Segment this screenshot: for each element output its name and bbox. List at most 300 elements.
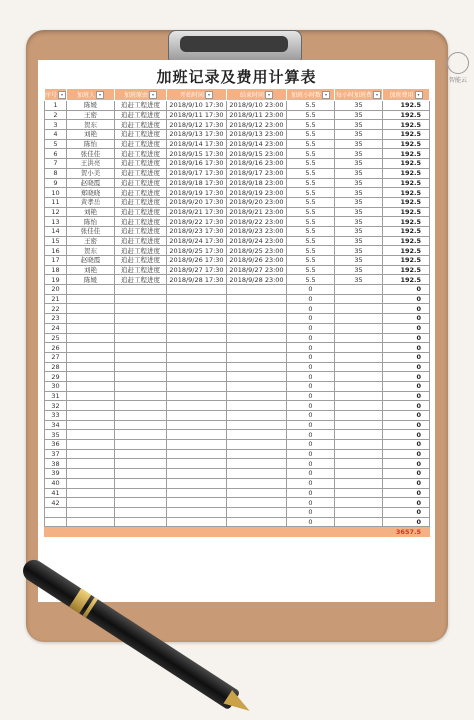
table-cell[interactable]: 2018/9/16 23:00 [227,159,287,169]
table-cell[interactable]: 5.5 [287,188,335,198]
table-cell[interactable] [335,507,383,517]
table-cell[interactable]: 陈媛 [67,101,115,111]
table-cell[interactable]: 5.5 [287,110,335,120]
table-cell[interactable] [167,411,227,421]
table-cell[interactable]: 5.5 [287,236,335,246]
table-cell[interactable]: 192.5 [383,265,430,275]
table-cell[interactable]: 27 [45,352,67,362]
table-cell[interactable]: 2018/9/20 23:00 [227,197,287,207]
table-cell[interactable] [67,488,115,498]
table-cell[interactable]: 2018/9/10 17:30 [167,101,227,111]
table-cell[interactable] [67,440,115,450]
table-cell[interactable]: 王密 [67,110,115,120]
table-cell[interactable]: 37 [45,449,67,459]
table-cell[interactable] [167,352,227,362]
table-cell[interactable] [227,440,287,450]
table-cell[interactable] [335,285,383,295]
table-cell[interactable]: 13 [45,217,67,227]
table-cell[interactable] [67,517,115,527]
table-cell[interactable]: 0 [383,391,430,401]
table-cell[interactable] [335,459,383,469]
table-cell[interactable] [227,285,287,295]
table-cell[interactable]: 5.5 [287,130,335,140]
table-cell[interactable]: 追赶工程进度 [115,130,167,140]
table-cell[interactable]: 7 [45,159,67,169]
table-cell[interactable] [335,352,383,362]
table-cell[interactable] [167,469,227,479]
table-cell[interactable]: 11 [45,197,67,207]
table-cell[interactable]: 2018/9/27 17:30 [167,265,227,275]
table-cell[interactable] [335,323,383,333]
table-cell[interactable]: 追赶工程进度 [115,226,167,236]
table-cell[interactable]: 28 [45,362,67,372]
column-header-5[interactable] [287,89,335,101]
table-cell[interactable] [67,411,115,421]
table-cell[interactable] [115,401,167,411]
table-cell[interactable] [115,507,167,517]
table-cell[interactable]: 41 [45,488,67,498]
table-cell[interactable]: 36 [45,440,67,450]
table-cell[interactable]: 追赶工程进度 [115,178,167,188]
table-cell[interactable] [227,343,287,353]
filter-dropdown-icon[interactable]: ▾ [205,91,213,99]
table-cell[interactable] [67,507,115,517]
table-cell[interactable]: 6 [45,149,67,159]
table-cell[interactable]: 192.5 [383,101,430,111]
table-cell[interactable]: 35 [335,275,383,285]
table-cell[interactable]: 0 [287,381,335,391]
table-cell[interactable] [115,314,167,324]
table-cell[interactable]: 0 [287,459,335,469]
table-cell[interactable]: 2018/9/14 23:00 [227,139,287,149]
table-cell[interactable] [115,411,167,421]
table-cell[interactable]: 追赶工程进度 [115,101,167,111]
table-cell[interactable] [167,420,227,430]
table-cell[interactable]: 2018/9/20 17:30 [167,197,227,207]
table-cell[interactable] [227,333,287,343]
table-cell[interactable] [67,498,115,508]
table-cell[interactable] [167,323,227,333]
table-cell[interactable]: 刘艳 [67,265,115,275]
table-cell[interactable]: 0 [287,507,335,517]
table-cell[interactable]: 5.5 [287,120,335,130]
table-cell[interactable]: 2018/9/16 17:30 [167,159,227,169]
table-cell[interactable]: 35 [335,120,383,130]
table-cell[interactable]: 17 [45,256,67,266]
table-cell[interactable]: 2018/9/22 23:00 [227,217,287,227]
table-cell[interactable] [115,440,167,450]
table-cell[interactable]: 0 [383,362,430,372]
table-cell[interactable] [115,381,167,391]
table-cell[interactable]: 0 [287,372,335,382]
table-cell[interactable] [115,285,167,295]
table-cell[interactable] [67,333,115,343]
table-cell[interactable] [167,488,227,498]
table-cell[interactable]: 192.5 [383,178,430,188]
table-cell[interactable]: 192.5 [383,256,430,266]
table-cell[interactable] [167,372,227,382]
table-cell[interactable]: 刘艳 [67,130,115,140]
table-cell[interactable]: 0 [383,517,430,527]
table-cell[interactable]: 追赶工程进度 [115,265,167,275]
table-cell[interactable]: 22 [45,304,67,314]
table-cell[interactable]: 2018/9/11 23:00 [227,110,287,120]
table-cell[interactable]: 陈媛 [67,275,115,285]
table-cell[interactable] [67,304,115,314]
table-cell[interactable]: 追赶工程进度 [115,197,167,207]
table-cell[interactable] [227,391,287,401]
table-cell[interactable]: 0 [383,478,430,488]
table-cell[interactable] [167,401,227,411]
column-header-2[interactable] [115,89,167,101]
table-cell[interactable]: 王洪亮 [67,159,115,169]
table-cell[interactable]: 2018/9/23 17:30 [167,226,227,236]
table-cell[interactable] [227,411,287,421]
table-cell[interactable]: 192.5 [383,139,430,149]
table-cell[interactable] [45,507,67,517]
table-cell[interactable]: 0 [287,440,335,450]
table-cell[interactable] [167,507,227,517]
table-cell[interactable] [335,304,383,314]
table-cell[interactable] [115,430,167,440]
table-cell[interactable]: 0 [383,459,430,469]
table-cell[interactable]: 追赶工程进度 [115,207,167,217]
table-cell[interactable]: 0 [383,343,430,353]
table-cell[interactable]: 2018/9/25 17:30 [167,246,227,256]
table-cell[interactable]: 2018/9/21 23:00 [227,207,287,217]
table-cell[interactable]: 15 [45,236,67,246]
table-cell[interactable]: 35 [335,217,383,227]
table-cell[interactable]: 5 [45,139,67,149]
table-cell[interactable]: 5.5 [287,178,335,188]
table-cell[interactable] [67,294,115,304]
table-cell[interactable]: 2018/9/10 23:00 [227,101,287,111]
table-cell[interactable]: 0 [287,333,335,343]
table-cell[interactable] [167,314,227,324]
table-cell[interactable]: 39 [45,469,67,479]
table-cell[interactable]: 0 [287,352,335,362]
table-cell[interactable] [115,294,167,304]
table-cell[interactable]: 35 [335,101,383,111]
table-cell[interactable]: 追赶工程进度 [115,246,167,256]
table-cell[interactable] [227,304,287,314]
table-cell[interactable]: 35 [335,130,383,140]
table-cell[interactable]: 35 [335,207,383,217]
table-cell[interactable]: 35 [335,178,383,188]
table-cell[interactable]: 追赶工程进度 [115,168,167,178]
table-cell[interactable]: 0 [383,381,430,391]
table-cell[interactable] [115,469,167,479]
table-cell[interactable]: 追赶工程进度 [115,217,167,227]
table-cell[interactable] [115,304,167,314]
table-cell[interactable]: 0 [287,498,335,508]
table-cell[interactable] [115,449,167,459]
table-cell[interactable] [167,517,227,527]
table-cell[interactable] [227,381,287,391]
table-cell[interactable]: 192.5 [383,246,430,256]
table-cell[interactable] [115,488,167,498]
table-cell[interactable]: 0 [383,285,430,295]
table-cell[interactable]: 192.5 [383,197,430,207]
table-cell[interactable]: 2 [45,110,67,120]
table-cell[interactable]: 24 [45,323,67,333]
column-header-3[interactable] [167,89,227,101]
table-cell[interactable]: 0 [383,411,430,421]
table-cell[interactable]: 0 [287,488,335,498]
table-cell[interactable] [335,478,383,488]
table-cell[interactable]: 192.5 [383,275,430,285]
table-cell[interactable] [227,459,287,469]
table-cell[interactable]: 0 [383,507,430,517]
table-cell[interactable]: 2018/9/26 17:30 [167,256,227,266]
table-cell[interactable]: 0 [383,488,430,498]
table-cell[interactable]: 0 [383,449,430,459]
table-cell[interactable] [227,507,287,517]
table-cell[interactable]: 追赶工程进度 [115,139,167,149]
table-cell[interactable] [67,391,115,401]
table-cell[interactable]: 追赶工程进度 [115,236,167,246]
table-cell[interactable] [67,343,115,353]
table-cell[interactable]: 0 [383,430,430,440]
table-cell[interactable] [115,391,167,401]
table-cell[interactable]: 35 [45,430,67,440]
table-cell[interactable]: 0 [287,430,335,440]
table-cell[interactable] [67,469,115,479]
table-cell[interactable]: 5.5 [287,217,335,227]
table-cell[interactable]: 4 [45,130,67,140]
filter-dropdown-icon[interactable]: ▾ [265,91,273,99]
table-cell[interactable] [167,430,227,440]
column-header-1[interactable] [67,89,115,101]
table-cell[interactable]: 0 [383,294,430,304]
filter-dropdown-icon[interactable]: ▾ [149,91,157,99]
table-cell[interactable]: 0 [287,420,335,430]
table-cell[interactable] [227,401,287,411]
table-cell[interactable]: 张佳佳 [67,149,115,159]
table-cell[interactable]: 29 [45,372,67,382]
table-cell[interactable]: 192.5 [383,159,430,169]
table-cell[interactable] [67,449,115,459]
table-cell[interactable]: 2018/9/27 23:00 [227,265,287,275]
table-cell[interactable] [115,517,167,527]
table-cell[interactable] [227,362,287,372]
table-cell[interactable]: 2018/9/23 23:00 [227,226,287,236]
table-cell[interactable]: 35 [335,265,383,275]
table-cell[interactable] [227,352,287,362]
table-cell[interactable]: 21 [45,294,67,304]
table-cell[interactable]: 贺东 [67,246,115,256]
table-cell[interactable]: 14 [45,226,67,236]
table-cell[interactable]: 0 [287,411,335,421]
table-cell[interactable]: 0 [383,420,430,430]
table-cell[interactable]: 192.5 [383,149,430,159]
table-cell[interactable] [227,314,287,324]
table-cell[interactable]: 35 [335,110,383,120]
table-cell[interactable] [167,498,227,508]
table-cell[interactable]: 追赶工程进度 [115,188,167,198]
table-cell[interactable]: 0 [287,362,335,372]
table-cell[interactable]: 2018/9/15 23:00 [227,149,287,159]
table-cell[interactable]: 2018/9/28 23:00 [227,275,287,285]
table-cell[interactable]: 0 [383,304,430,314]
table-cell[interactable] [167,391,227,401]
table-cell[interactable] [167,333,227,343]
table-cell[interactable] [115,420,167,430]
table-cell[interactable]: 12 [45,207,67,217]
table-cell[interactable] [45,517,67,527]
table-cell[interactable] [67,372,115,382]
table-cell[interactable]: 9 [45,178,67,188]
table-cell[interactable]: 5.5 [287,101,335,111]
table-cell[interactable]: 追赶工程进度 [115,110,167,120]
table-cell[interactable]: 2018/9/28 17:30 [167,275,227,285]
table-cell[interactable]: 42 [45,498,67,508]
table-cell[interactable]: 2018/9/22 17:30 [167,217,227,227]
table-cell[interactable]: 0 [287,449,335,459]
table-cell[interactable]: 追赶工程进度 [115,275,167,285]
table-cell[interactable]: 5.5 [287,226,335,236]
table-cell[interactable] [67,401,115,411]
table-cell[interactable]: 1 [45,101,67,111]
filter-dropdown-icon[interactable]: ▾ [96,91,104,99]
table-cell[interactable]: 贺小美 [67,168,115,178]
table-cell[interactable]: 35 [335,139,383,149]
filter-dropdown-icon[interactable]: ▾ [322,91,330,99]
table-cell[interactable]: 5.5 [287,256,335,266]
table-cell[interactable]: 0 [383,401,430,411]
table-cell[interactable]: 2018/9/15 17:30 [167,149,227,159]
table-cell[interactable] [115,343,167,353]
table-cell[interactable]: 33 [45,411,67,421]
table-cell[interactable]: 35 [335,236,383,246]
table-cell[interactable]: 追赶工程进度 [115,149,167,159]
table-cell[interactable] [115,333,167,343]
table-cell[interactable]: 35 [335,226,383,236]
table-cell[interactable]: 0 [287,343,335,353]
table-cell[interactable]: 19 [45,275,67,285]
table-cell[interactable]: 0 [383,352,430,362]
table-cell[interactable]: 5.5 [287,149,335,159]
table-cell[interactable] [335,401,383,411]
table-cell[interactable] [167,381,227,391]
table-cell[interactable] [335,449,383,459]
table-cell[interactable]: 35 [335,197,383,207]
table-cell[interactable]: 0 [287,517,335,527]
table-cell[interactable]: 0 [383,372,430,382]
table-cell[interactable]: 陈怡 [67,139,115,149]
table-cell[interactable]: 刘艳 [67,207,115,217]
table-cell[interactable]: 王密 [67,236,115,246]
table-cell[interactable]: 追赶工程进度 [115,159,167,169]
table-cell[interactable] [115,372,167,382]
table-cell[interactable]: 2018/9/13 17:30 [167,130,227,140]
table-cell[interactable] [227,449,287,459]
table-cell[interactable]: 20 [45,285,67,295]
table-cell[interactable]: 35 [335,188,383,198]
table-cell[interactable]: 0 [383,498,430,508]
table-cell[interactable] [227,488,287,498]
table-cell[interactable] [115,459,167,469]
table-cell[interactable] [227,420,287,430]
table-cell[interactable]: 0 [287,469,335,479]
table-cell[interactable]: 192.5 [383,130,430,140]
table-cell[interactable] [67,381,115,391]
table-cell[interactable]: 8 [45,168,67,178]
table-cell[interactable]: 2018/9/19 17:30 [167,188,227,198]
table-cell[interactable]: 30 [45,381,67,391]
filter-dropdown-icon[interactable]: ▾ [58,91,66,99]
table-cell[interactable] [335,420,383,430]
table-cell[interactable]: 2018/9/17 23:00 [227,168,287,178]
table-cell[interactable] [335,469,383,479]
table-cell[interactable] [335,498,383,508]
table-cell[interactable] [335,411,383,421]
table-cell[interactable]: 5.5 [287,168,335,178]
table-cell[interactable] [167,285,227,295]
table-cell[interactable] [335,343,383,353]
table-cell[interactable] [67,430,115,440]
table-cell[interactable] [67,420,115,430]
table-cell[interactable]: 192.5 [383,120,430,130]
table-cell[interactable] [115,362,167,372]
table-cell[interactable]: 0 [383,323,430,333]
table-cell[interactable]: 0 [287,304,335,314]
table-cell[interactable] [227,478,287,488]
table-cell[interactable]: 5.5 [287,197,335,207]
table-cell[interactable] [67,352,115,362]
table-cell[interactable]: 34 [45,420,67,430]
table-cell[interactable]: 0 [287,478,335,488]
table-cell[interactable] [167,459,227,469]
table-cell[interactable] [227,498,287,508]
table-cell[interactable] [115,323,167,333]
table-cell[interactable]: 贺东 [67,120,115,130]
table-cell[interactable] [335,488,383,498]
table-cell[interactable]: 35 [335,149,383,159]
table-cell[interactable]: 2018/9/24 17:30 [167,236,227,246]
table-cell[interactable]: 2018/9/11 17:30 [167,110,227,120]
table-cell[interactable] [335,333,383,343]
table-cell[interactable] [335,314,383,324]
table-cell[interactable]: 0 [383,440,430,450]
table-cell[interactable]: 25 [45,333,67,343]
table-cell[interactable] [115,478,167,488]
table-cell[interactable]: 26 [45,343,67,353]
table-cell[interactable] [115,352,167,362]
table-cell[interactable] [67,323,115,333]
table-cell[interactable]: 2018/9/14 17:30 [167,139,227,149]
table-cell[interactable] [335,517,383,527]
table-cell[interactable]: 35 [335,246,383,256]
table-cell[interactable]: 2018/9/21 17:30 [167,207,227,217]
table-cell[interactable]: 192.5 [383,168,430,178]
table-cell[interactable]: 2018/9/18 17:30 [167,178,227,188]
table-cell[interactable]: 23 [45,314,67,324]
table-cell[interactable]: 31 [45,391,67,401]
table-cell[interactable] [67,459,115,469]
table-cell[interactable] [115,498,167,508]
table-cell[interactable] [167,362,227,372]
table-cell[interactable]: 192.5 [383,207,430,217]
column-header-0[interactable] [45,89,67,101]
table-cell[interactable] [335,372,383,382]
table-cell[interactable]: 35 [335,256,383,266]
table-cell[interactable] [67,362,115,372]
table-cell[interactable] [335,391,383,401]
table-cell[interactable]: 5.5 [287,275,335,285]
table-cell[interactable]: 0 [287,314,335,324]
table-cell[interactable]: 32 [45,401,67,411]
